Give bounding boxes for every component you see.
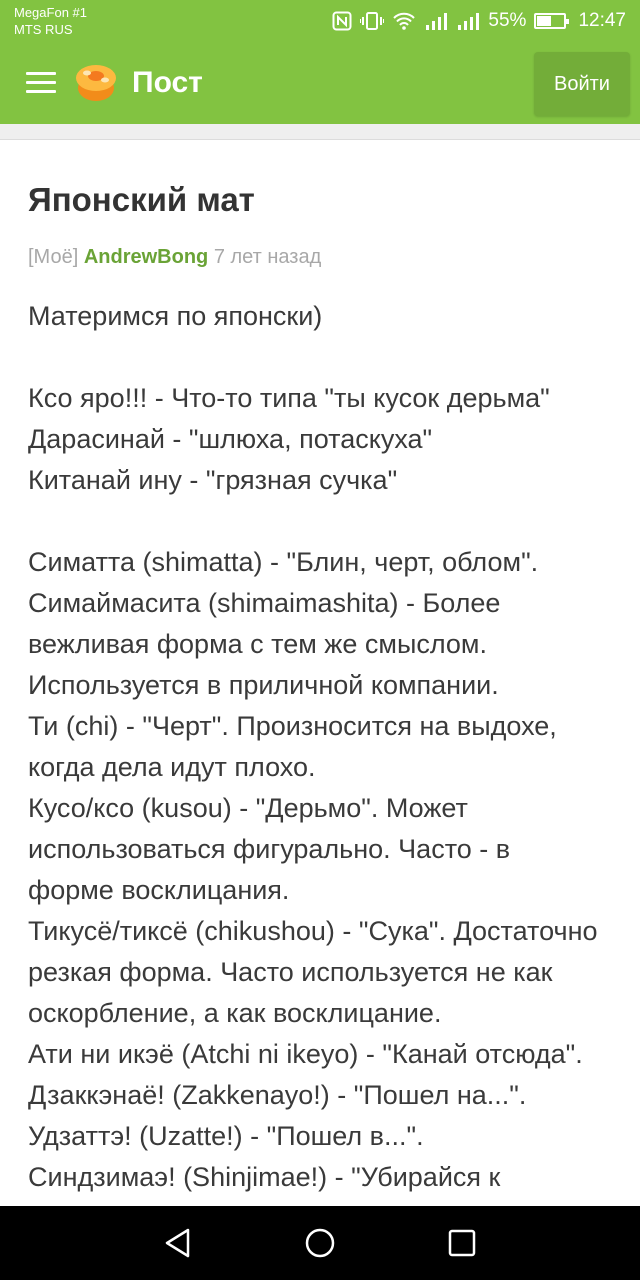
- post-body-line: Удзаттэ! (Uzatte!) - "Пошел в...".: [28, 1121, 424, 1151]
- post-body-line: Симатта (shimatta) - "Блин, черт, облом".: [28, 547, 539, 577]
- post-body-line: Китанай ину - "грязная сучка": [28, 465, 398, 495]
- recents-square-icon[interactable]: [445, 1226, 479, 1260]
- clock: 12:47: [578, 10, 626, 31]
- post-body-line: когда дела идут плохо.: [28, 752, 316, 782]
- status-bar: [0, 0, 640, 42]
- post-body-line: Ти (chi) - "Черт". Произносится на выдохе,: [28, 711, 557, 741]
- status-icons: [332, 8, 626, 34]
- post-body-line: Симаймасита (shimaimashita) - Более: [28, 588, 501, 618]
- post-body-line: оскорбление, а как восклицание.: [28, 998, 442, 1028]
- post-body-line: форме восклицания.: [28, 875, 290, 905]
- post-category-tag[interactable]: [Моё]: [28, 246, 79, 268]
- post-body-blank-line: [28, 501, 618, 542]
- battery-level-fill: [537, 16, 550, 26]
- post-meta: [28, 244, 321, 270]
- post-body-line: Дарасинай - "шлюха, потаскуха": [28, 424, 433, 454]
- carrier-line-2: MTS RUS: [14, 22, 73, 37]
- post-body-line: Кусо/ксо (kusou) - "Дерьмо". Может: [28, 793, 468, 823]
- signal-1-icon: [424, 11, 448, 31]
- post-body-line: Ати ни икэё (Atchi ni ikeyo) - "Канай отсюда".: [28, 1039, 583, 1069]
- post-author-link[interactable]: AndrewBong: [83, 246, 209, 268]
- post-body-line: вежливая форма с тем же смыслом.: [28, 629, 487, 659]
- post-body-line: Ксо яро!!! - Что-то типа "ты кусок дерьма": [28, 383, 550, 413]
- post-body-line: Материмся по японски): [28, 301, 323, 331]
- post-body-line: Синдзимаэ! (Shinjimae!) - "Убирайся к: [28, 1162, 501, 1192]
- back-triangle-icon[interactable]: [161, 1226, 195, 1260]
- login-button[interactable]: Войти: [534, 52, 630, 116]
- post-body-line: Тикусё/тиксё (chikushou) - "Сука". Достаточно: [28, 916, 598, 946]
- post-body-line: Используется в приличной компании.: [28, 670, 499, 700]
- page-title: Пост: [132, 66, 203, 99]
- battery-percent: 55%: [488, 10, 527, 31]
- vibrate-icon: [360, 11, 384, 31]
- pikabu-logo-icon[interactable]: [72, 58, 120, 106]
- battery-icon: [534, 13, 566, 29]
- system-nav-bar: [0, 1206, 640, 1280]
- header-divider: [0, 124, 640, 140]
- post-body-blank-line: [28, 337, 618, 378]
- post-body: [28, 296, 618, 1198]
- hamburger-menu-icon[interactable]: [26, 72, 56, 96]
- post-title: Японский мат: [28, 181, 255, 218]
- signal-2-icon: [456, 11, 480, 31]
- wifi-icon: [392, 11, 416, 31]
- nfc-icon: [332, 11, 352, 31]
- home-circle-icon[interactable]: [303, 1226, 337, 1260]
- app-bar: [0, 42, 640, 124]
- post-content[interactable]: [0, 141, 640, 1206]
- post-body-line: Дзаккэнаё! (Zakkenayo!) - "Пошел на...".: [28, 1080, 527, 1110]
- post-body-line: использоваться фигурально. Часто - в: [28, 834, 511, 864]
- carrier-line-1: MegaFon #1: [14, 5, 87, 20]
- post-age: 7 лет назад: [213, 246, 322, 268]
- post-body-line: резкая форма. Часто используется не как: [28, 957, 553, 987]
- carrier-info: [14, 4, 87, 38]
